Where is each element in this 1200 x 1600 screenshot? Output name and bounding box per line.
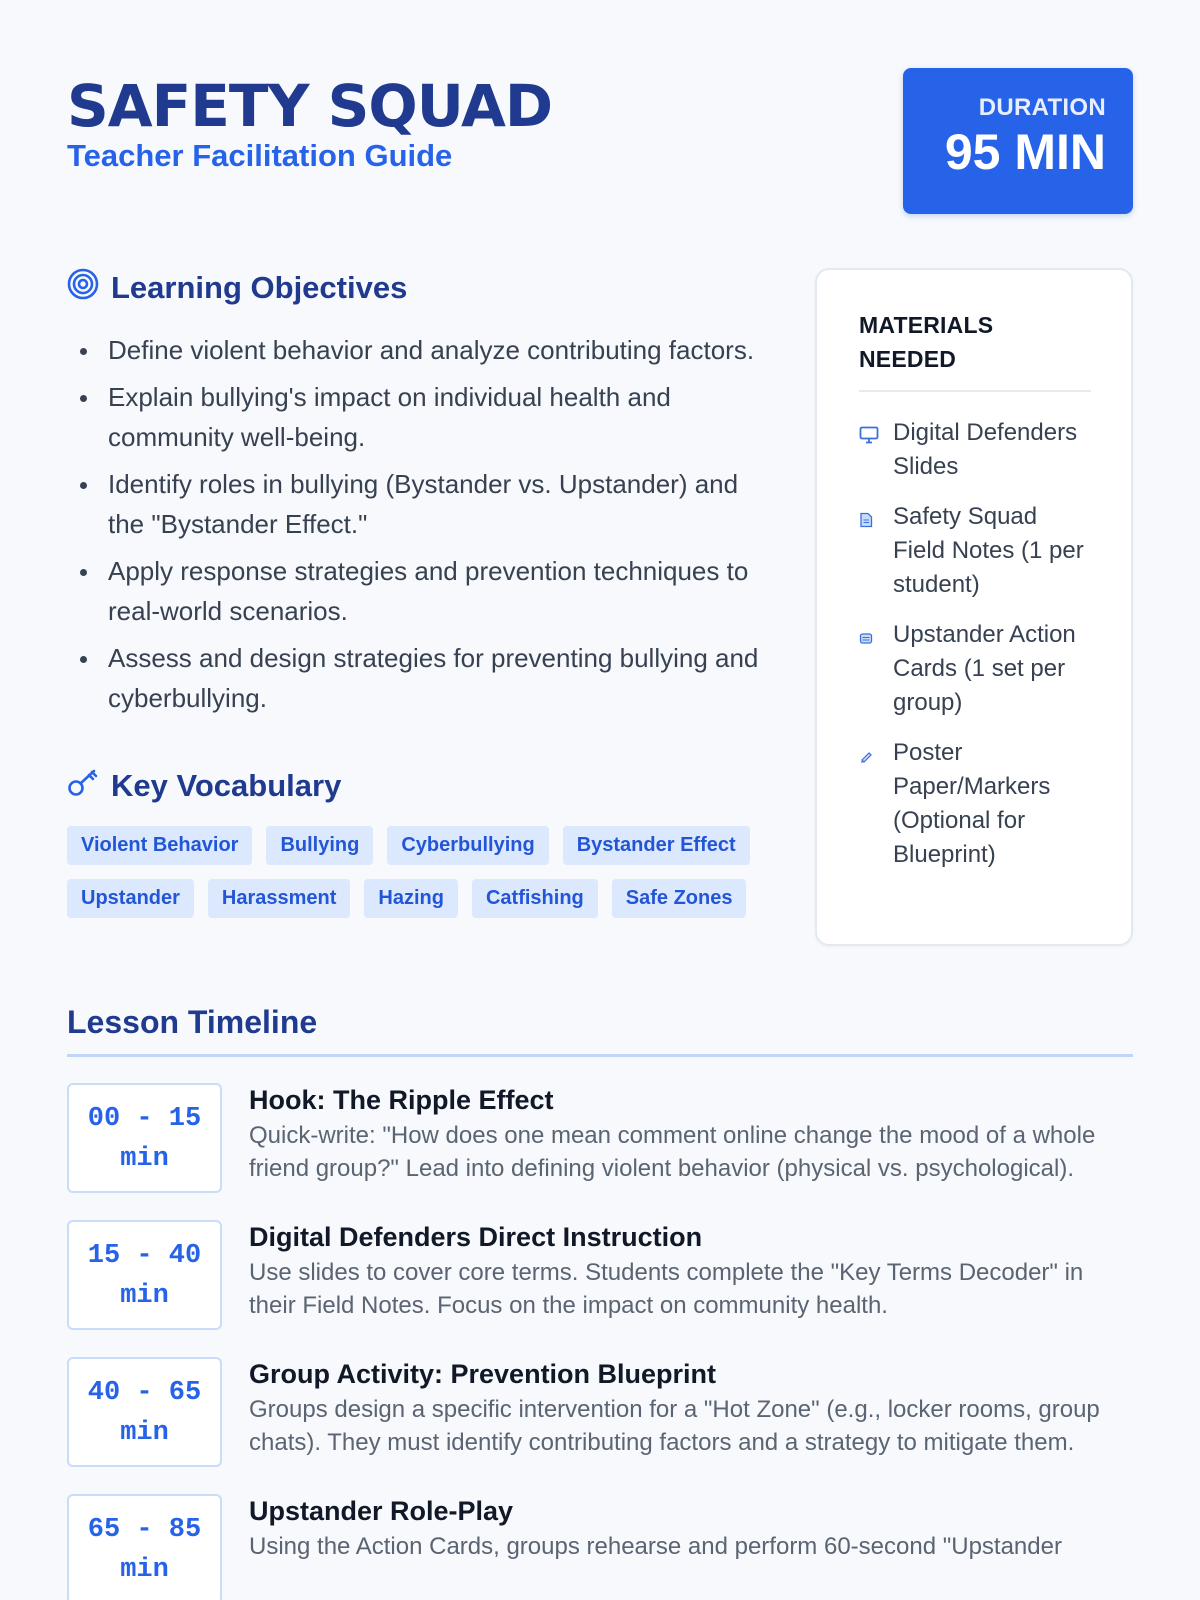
material-label: Poster Paper/Markers (Optional for Blueprint) xyxy=(893,739,1051,868)
page-title: SAFETY SQUAD xyxy=(67,72,553,140)
cards-icon xyxy=(859,618,883,720)
timeline-rows xyxy=(67,1083,1133,1600)
duration-value: 95 MIN xyxy=(944,124,1106,180)
material-item xyxy=(859,618,1091,720)
objectives-heading-label: Learning Objectives xyxy=(111,270,408,305)
materials-list xyxy=(859,416,1091,872)
timeline-title: Group Activity: Prevention Blueprint xyxy=(249,1359,717,1389)
timeline-row xyxy=(67,1494,1133,1600)
timeline-desc: Quick-write: "How does one mean comment online change the mood of a whole friend group?" Lead into defining violent behavior (physical vs. psychological). xyxy=(249,1122,1096,1182)
timeline-body xyxy=(249,1220,1133,1330)
timeline-body xyxy=(249,1357,1133,1467)
left-column xyxy=(67,268,767,918)
vocab-tag: Violent Behavior xyxy=(67,826,252,865)
vocabulary-tags xyxy=(67,826,767,918)
list-item: Identify roles in bullying (Bystander vs. Upstander) and the "Bystander Effect." xyxy=(67,464,767,544)
timeline-desc: Use slides to cover core terms. Students complete the "Key Terms Decoder" in their Field Notes. Focus on the impact on community health. xyxy=(249,1259,1084,1319)
timeline-time: 65 - 85 min xyxy=(67,1494,222,1600)
objectives-heading xyxy=(67,268,767,308)
vocab-tag: Cyberbullying xyxy=(387,826,548,865)
timeline-desc: Groups design a specific intervention for a "Hot Zone" (e.g., locker rooms, group chats). They must identify contributing factors and a strategy to mitigate them. xyxy=(249,1396,1100,1456)
vocab-tag: Bystander Effect xyxy=(563,826,750,865)
timeline-row xyxy=(67,1357,1133,1467)
page-subtitle: Teacher Facilitation Guide xyxy=(67,138,453,173)
vocab-tag: Catfishing xyxy=(472,879,598,918)
objectives-list xyxy=(67,330,767,718)
key-icon xyxy=(67,766,99,806)
monitor-icon xyxy=(859,416,883,484)
list-item: Define violent behavior and analyze contributing factors. xyxy=(67,330,767,370)
list-item: Explain bullying's impact on individual health and community well-being. xyxy=(67,377,767,457)
list-item: Apply response strategies and prevention techniques to real-world scenarios. xyxy=(67,551,767,631)
timeline-time: 00 - 15 min xyxy=(67,1083,222,1193)
material-label: Safety Squad Field Notes (1 per student) xyxy=(893,503,1084,598)
target-icon xyxy=(67,268,99,308)
timeline-title: Digital Defenders Direct Instruction xyxy=(249,1222,703,1252)
timeline-time: 15 - 40 min xyxy=(67,1220,222,1330)
duration-badge xyxy=(903,68,1133,214)
list-item: Assess and design strategies for preventing bullying and cyberbullying. xyxy=(67,638,767,718)
vocab-tag: Upstander xyxy=(67,879,194,918)
timeline-title: Hook: The Ripple Effect xyxy=(249,1085,554,1115)
material-label: Digital Defenders Slides xyxy=(893,419,1078,480)
vocabulary-heading-label: Key Vocabulary xyxy=(111,768,342,803)
timeline-title: Upstander Role-Play xyxy=(249,1496,514,1526)
vocabulary-heading xyxy=(67,766,767,806)
timeline-body xyxy=(249,1083,1133,1193)
vocab-tag: Bullying xyxy=(266,826,373,865)
document-icon xyxy=(859,500,883,602)
vocab-tag: Safe Zones xyxy=(612,879,747,918)
vocab-tag: Harassment xyxy=(208,879,351,918)
timeline-row xyxy=(67,1083,1133,1193)
timeline-body xyxy=(249,1494,1133,1600)
timeline-heading: Lesson Timeline xyxy=(67,1004,1133,1057)
header xyxy=(67,68,1133,218)
material-item xyxy=(859,736,1091,872)
materials-card xyxy=(815,268,1133,946)
vocab-tag: Hazing xyxy=(364,879,458,918)
lesson-timeline xyxy=(67,1004,1133,1600)
material-item xyxy=(859,416,1091,484)
material-item xyxy=(859,500,1091,602)
timeline-row xyxy=(67,1220,1133,1330)
marker-icon xyxy=(859,736,883,872)
materials-title: MATERIALS NEEDED xyxy=(859,308,1091,392)
timeline-time: 40 - 65 min xyxy=(67,1357,222,1467)
material-label: Upstander Action Cards (1 set per group) xyxy=(893,621,1076,716)
duration-label: DURATION xyxy=(978,94,1106,121)
timeline-desc: Using the Action Cards, groups rehearse and perform 60-second "Upstander xyxy=(249,1533,1062,1560)
